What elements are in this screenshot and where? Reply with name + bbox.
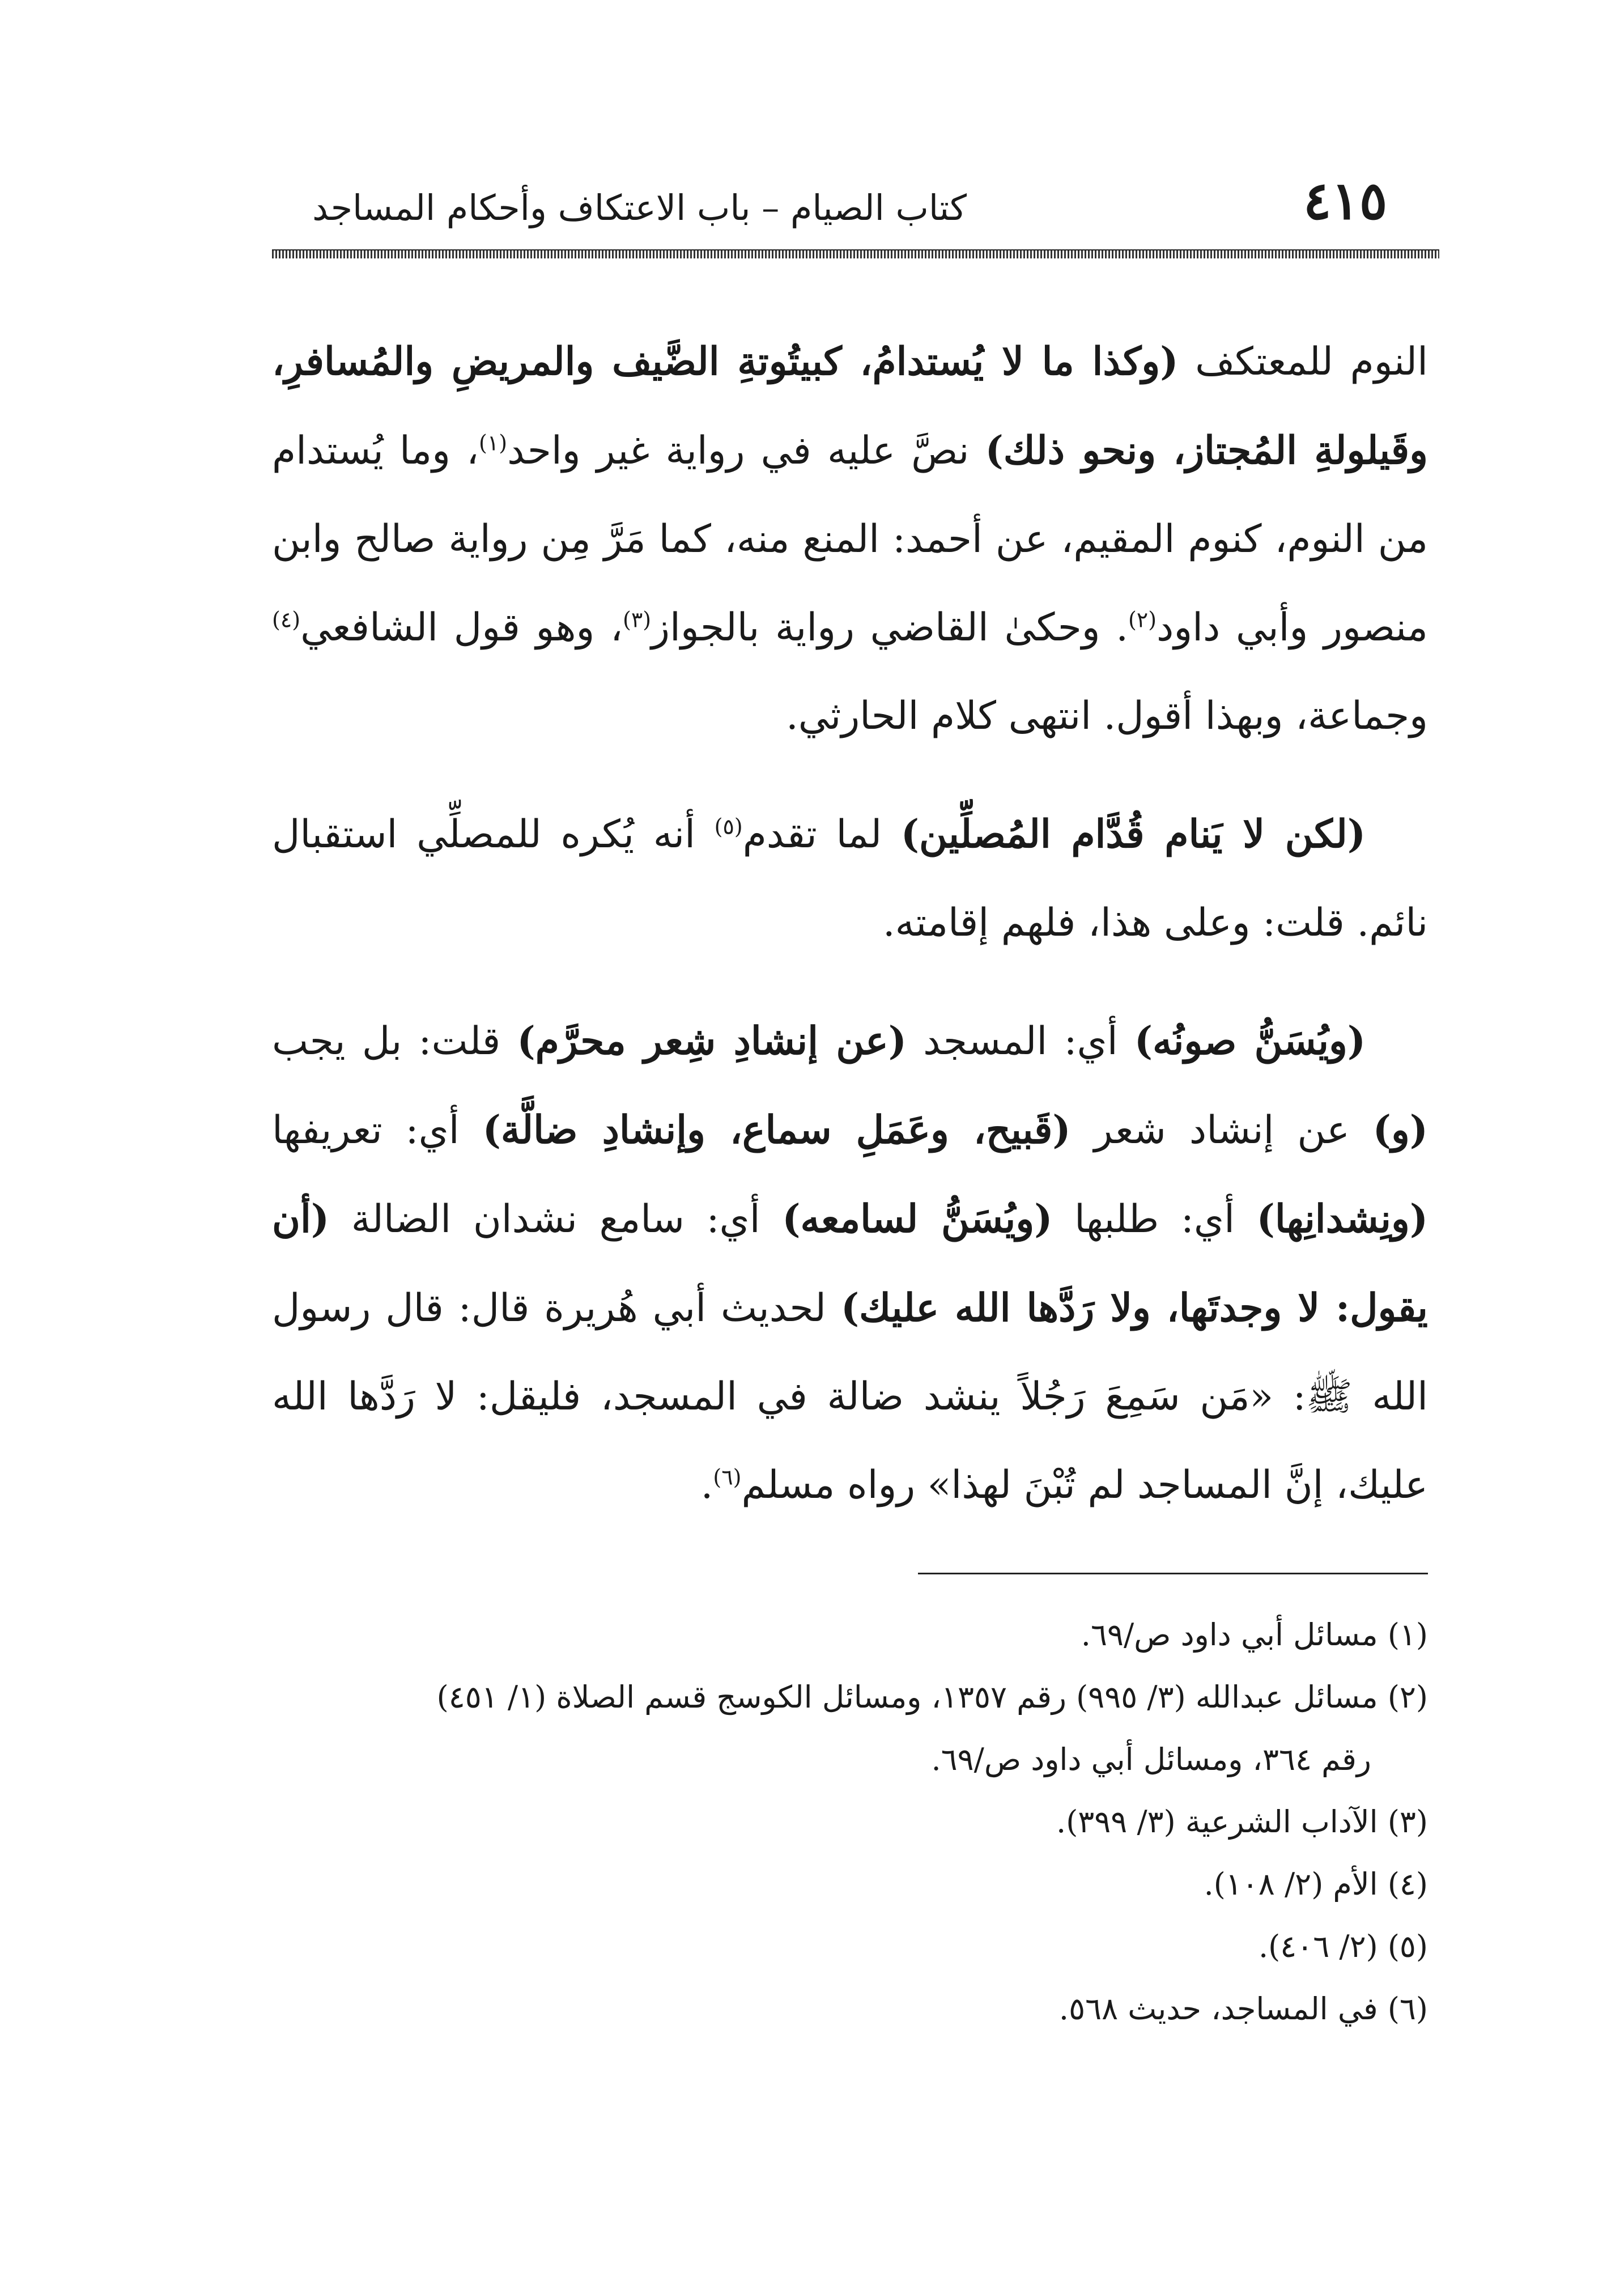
footnote-number: (٣) [1387, 1804, 1428, 1840]
footnote-ref: (٣) [623, 607, 652, 632]
header-rule [272, 249, 1439, 258]
text-run: أنه يُكره للمصلِّي استقبال نائم. قلت: وعلى هذا، فلهم إقامته. [272, 812, 1428, 945]
text-run: نصَّ عليه في رواية غير واحد [507, 428, 985, 473]
matn-text: (ويُسَنُّ صونُه) [1134, 1018, 1366, 1064]
footnote-number: (١) [1387, 1617, 1428, 1653]
footnote [238, 1916, 1428, 1978]
footnote [238, 1853, 1428, 1916]
text-run: ، وما يُستدام من النوم، كنوم المقيم، عن أحمد: المنع منه، كما مَرَّ مِن رواية صالح وابن منصور وأبي داود [272, 428, 1428, 650]
footnote-ref: (٥) [714, 814, 743, 839]
text-run: أي: المسجد [906, 1019, 1134, 1064]
paragraph-3 [272, 997, 1428, 1530]
matn-text: (قَبيح، وعَمَلِ سماع، وإنشادِ ضالَّة) [482, 1107, 1071, 1153]
footnote-ref: (٦) [713, 1464, 742, 1490]
text-run: لما تقدم [742, 812, 901, 857]
page-number: ٤١٥ [1303, 170, 1388, 231]
matn-text: (ونِشدانِها) [1256, 1196, 1428, 1242]
footnote-number: (٦) [1387, 1991, 1428, 2027]
text-run: . [700, 1463, 713, 1508]
footnote-rule [918, 1573, 1428, 1574]
footnote-number: (٥) [1387, 1929, 1428, 1964]
text-run: عن إنشاد شعر [1070, 1108, 1373, 1153]
footnotes [238, 1604, 1428, 2040]
matn-text: (وكذا ما لا يُستدامُ، كبيتُوتةِ الضَّيف والمريضِ والمُسافرِ، وقَيلولةِ المُجتاز، ونحو ذلك) [272, 339, 1429, 473]
text-run: أي: طلبها [1052, 1197, 1257, 1242]
footnote-ref: (٢) [1128, 607, 1157, 632]
footnote-text: مسائل عبدالله (٣/ ٩٩٥) رقم ١٣٥٧، ومسائل الكوسج قسم الصلاة (١/ ٤٥١) [436, 1679, 1378, 1715]
matn-text: (أن يقول: لا وجدتَها، ولا رَدَّها الله عليك) [272, 1196, 1428, 1331]
text-run: وجماعة، وبهذا أقول. انتهى كلام الحارثي. [786, 694, 1428, 738]
footnote-text: (٢/ ٤٠٦). [1258, 1929, 1378, 1964]
text-run: أي: تعريفها [272, 1108, 483, 1153]
footnote-text: الآداب الشرعية (٣/ ٣٩٩). [1056, 1804, 1378, 1840]
paragraph-1 [272, 317, 1428, 761]
footnote-number: (٢) [1387, 1679, 1428, 1715]
text-run: . وحكىٰ القاضي رواية بالجواز [651, 605, 1128, 650]
footnote [238, 1791, 1428, 1853]
text-run: أي: سامع نشدان الضالة [329, 1197, 783, 1242]
matn-text: (لكن لا يَنام قُدَّام المُصلِّين) [900, 812, 1366, 857]
footnote [238, 1666, 1428, 1729]
text-run: النوم للمعتكف [1178, 339, 1429, 384]
footnote-text: في المساجد، حديث ٥٦٨. [1058, 1991, 1378, 2027]
text-run: ، وهو قول الشافعي [300, 605, 623, 650]
footnote [238, 1604, 1428, 1666]
paragraph-2 [272, 790, 1428, 967]
footnote-text: الأم (٢/ ١٠٨). [1204, 1866, 1378, 1902]
footnote [238, 1978, 1428, 2040]
matn-text: (عن إنشادِ شِعر محرَّم) [517, 1018, 907, 1064]
text-run: لحديث أبي هُريرة قال: قال رسول الله ﷺ: «مَن سَمِعَ رَجُلاً ينشد ضالة في المسجد، فليقل: لا رَدَّها الله عليك، إنَّ المساجد لم تُبْنَ لهذا» رواه مسلم [272, 1286, 1428, 1508]
matn-text: (و) [1372, 1107, 1428, 1153]
text-run: قلت: بل يجب [272, 1019, 517, 1064]
footnote-ref: (١) [479, 430, 508, 456]
matn-text: (ويُسَنُّ لسامعه) [782, 1196, 1053, 1242]
main-text [272, 317, 1428, 1559]
running-title: كتاب الصيام – باب الاعتكاف وأحكام المساجد [312, 187, 967, 228]
footnote-ref: (٤) [272, 607, 301, 632]
footnote-text: مسائل أبي داود ص/٦٩. [1081, 1617, 1378, 1653]
footnote-continuation: رقم ٣٦٤، ومسائل أبي داود ص/٦٩. [931, 1742, 1371, 1777]
footnote-number: (٤) [1387, 1866, 1428, 1902]
